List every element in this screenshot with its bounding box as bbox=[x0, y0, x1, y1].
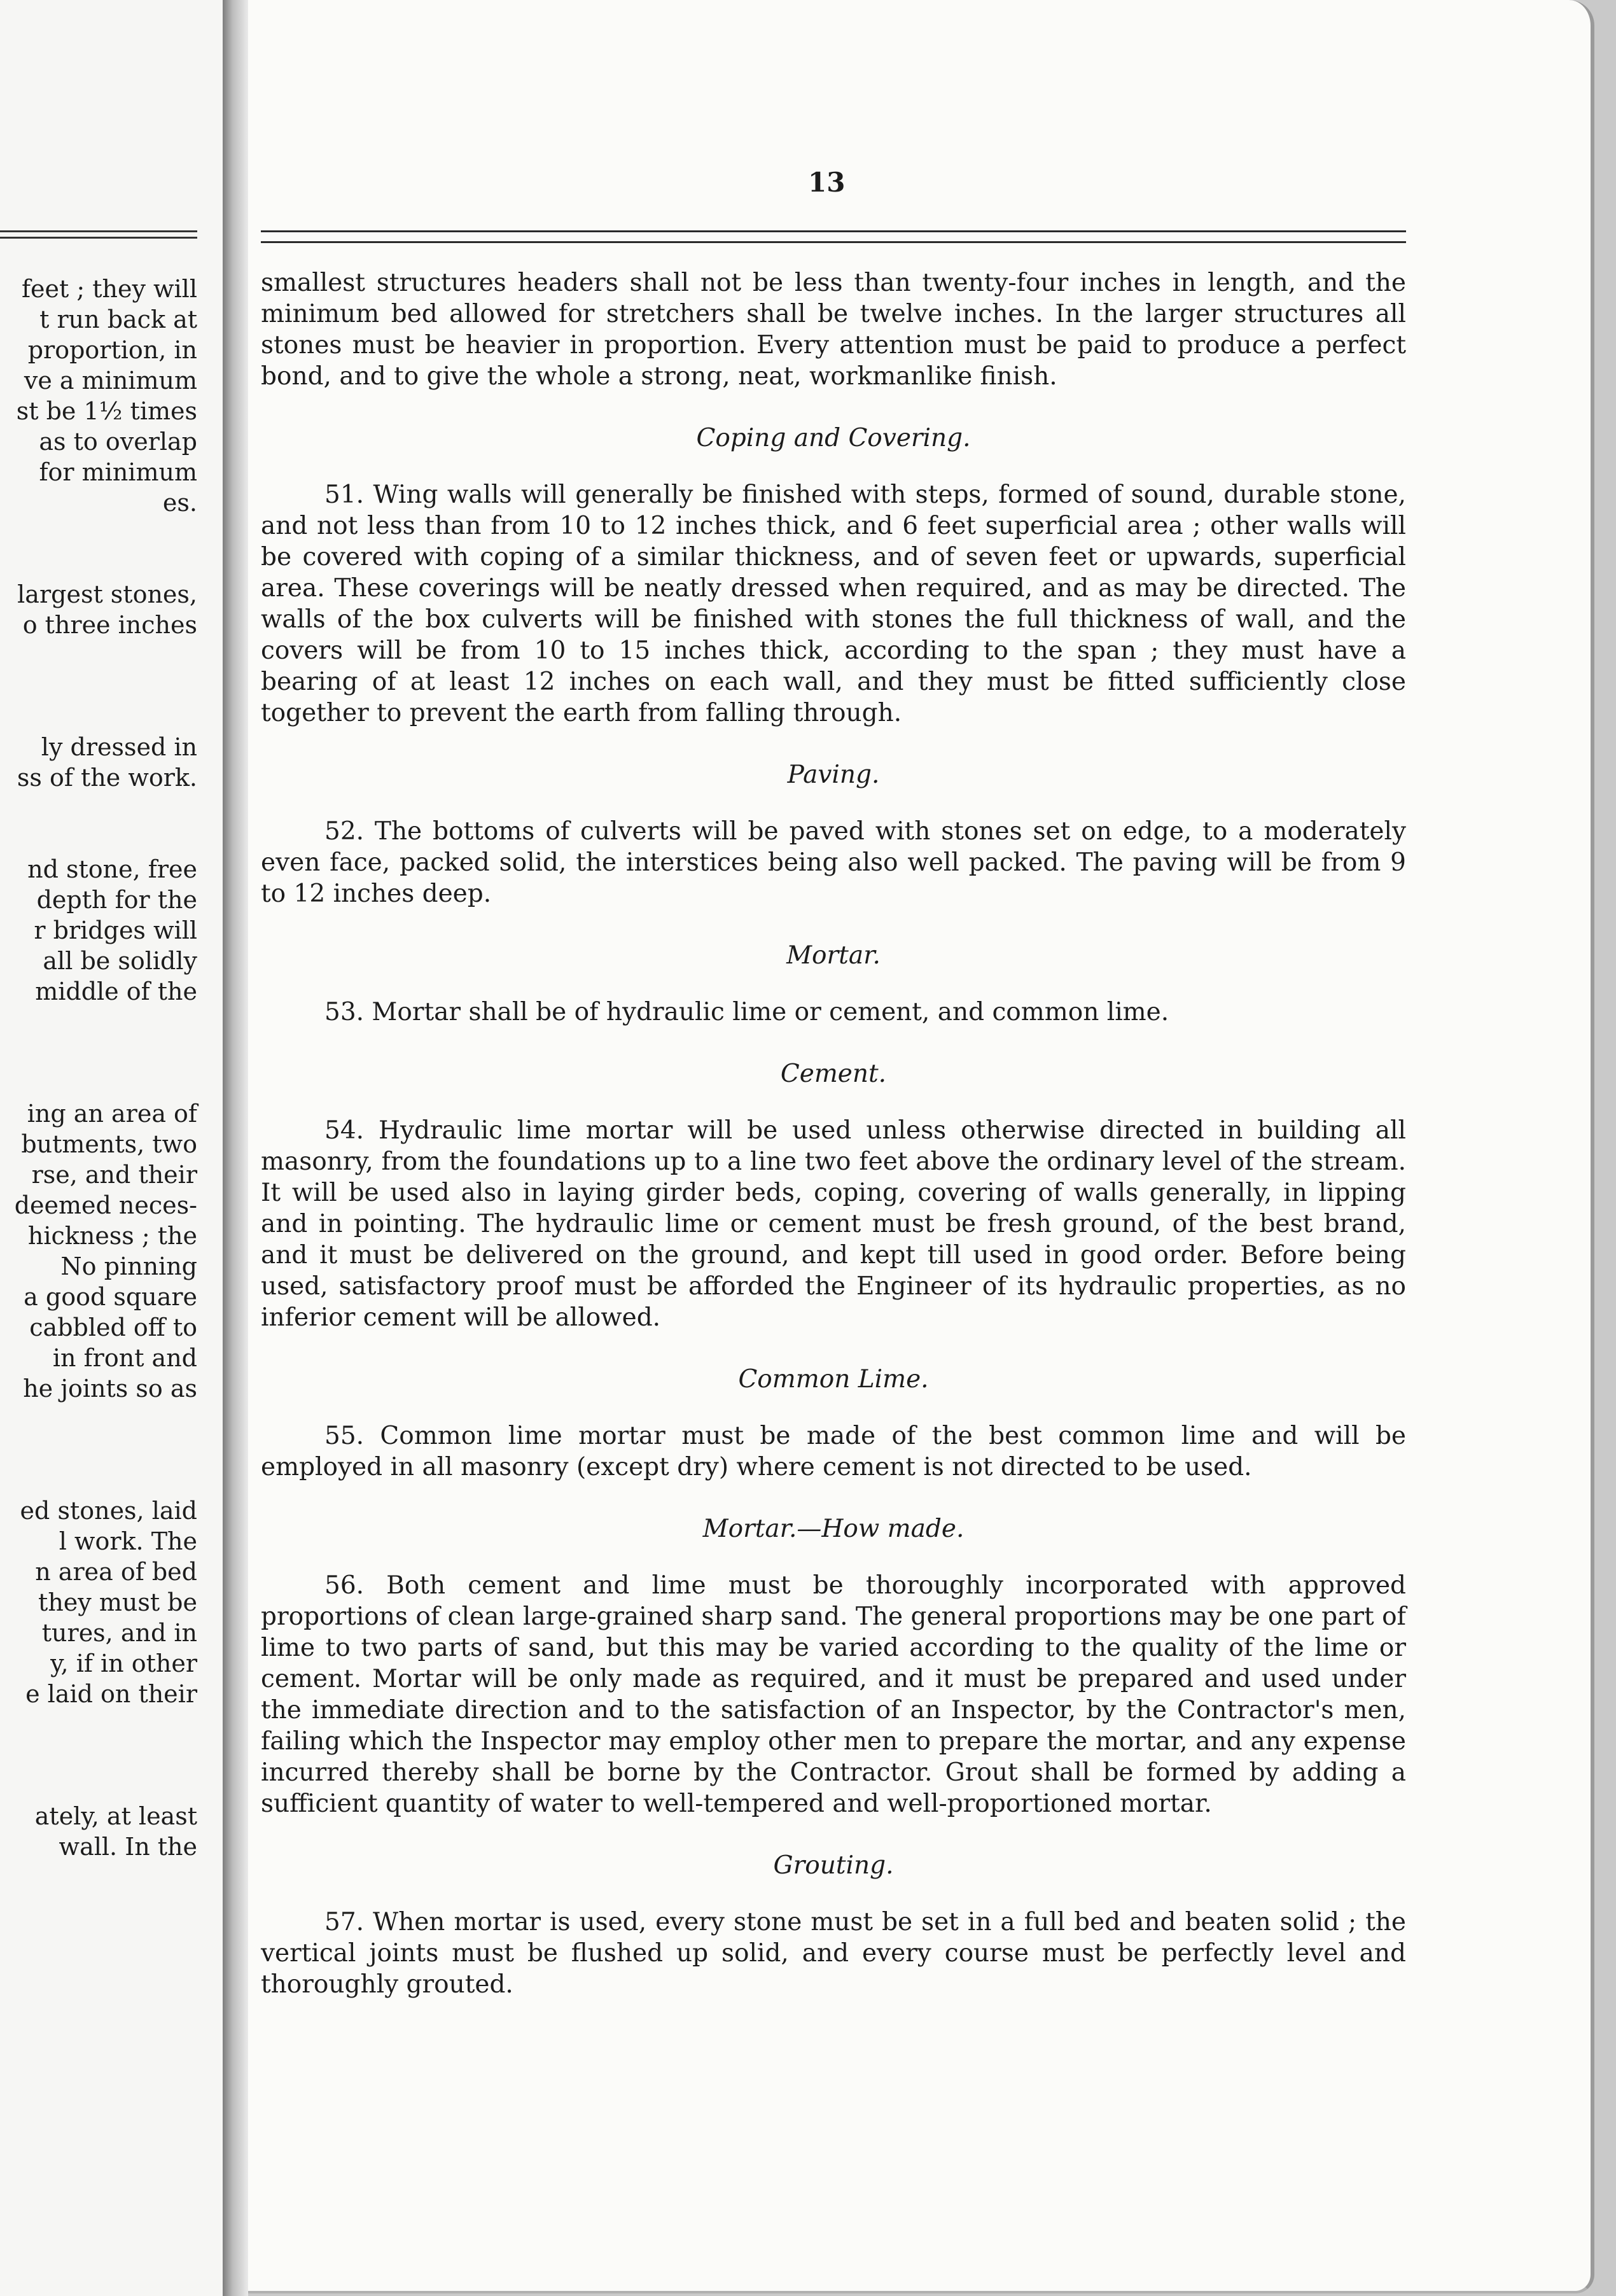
left-fragment-line: l work. The bbox=[59, 1527, 197, 1555]
paragraph-57: 57. When mortar is used, every stone must be set in a full bed and beaten solid ; the vertical joints must be flushed up solid, and every course must be perfectly level and thoroughly grouted. bbox=[261, 1908, 1406, 1999]
left-fragment-line: wall. In the bbox=[59, 1833, 197, 1861]
left-fragment-line: nd stone, free bbox=[27, 855, 197, 883]
left-fragment-line: proportion, in bbox=[27, 336, 197, 364]
left-fragment-line: he joints so as bbox=[23, 1375, 197, 1403]
left-fragment-line: e laid on their bbox=[25, 1680, 197, 1708]
section-heading: Grouting. bbox=[773, 1851, 894, 1880]
left-fragment-line: ly dressed in bbox=[41, 733, 197, 761]
left-fragment-line: ing an area of bbox=[27, 1100, 197, 1128]
page-body bbox=[261, 267, 1406, 2000]
left-fragment-line: tures, and in bbox=[41, 1619, 197, 1647]
left-fragment-line: a good square bbox=[24, 1283, 197, 1311]
section-heading: Common Lime. bbox=[738, 1365, 929, 1394]
left-fragment-line: t run back at bbox=[39, 305, 197, 333]
left-fragment-line: hickness ; the bbox=[27, 1222, 197, 1250]
left-fragment-line: in front and bbox=[52, 1344, 197, 1372]
section-heading: Mortar.—How made. bbox=[702, 1515, 965, 1543]
book-gutter bbox=[223, 0, 248, 2296]
left-fragment-line: n area of bed bbox=[35, 1558, 197, 1586]
left-fragment-line: as to overlap bbox=[39, 428, 197, 456]
left-fragment-line: o three inches bbox=[22, 611, 197, 639]
left-fragment-line: No pinning bbox=[60, 1252, 197, 1280]
left-fragment-line: all be solidly bbox=[43, 947, 197, 975]
paragraph-56: 56. Both cement and lime must be thoroughly incorporated with approved proportions of clean large-grained sharp sand. The general proportions may be one part of lime to two parts of sand, but this may be varied according to the quality of the lime or cement. Mortar will be only made as required, and it must be prepared and used under the immediate direction and to the satisfaction of an Inspector, by the Contractor's men, failing which the Inspector may employ other men to prepare the mortar, and any expense incurred thereby shall be borne by the Contractor. Grout shall be formed by adding a sufficient quantity of water to well-tempered and well-proportioned mortar. bbox=[261, 1571, 1406, 1818]
left-fragment-line: rse, and their bbox=[31, 1161, 197, 1189]
left-fragment-line: largest stones, bbox=[17, 580, 197, 608]
left-fragment-line: ed stones, laid bbox=[20, 1497, 197, 1525]
left-fragment-line: deemed neces- bbox=[14, 1191, 197, 1219]
left-fragment-line: butments, two bbox=[21, 1130, 197, 1158]
left-header-rule bbox=[0, 230, 197, 232]
left-fragment-line: feet ; they will bbox=[21, 275, 197, 303]
left-fragment-line: cabbled off to bbox=[29, 1313, 197, 1341]
left-fragment-line: ve a minimum bbox=[24, 367, 197, 395]
left-fragment-line: y, if in other bbox=[50, 1649, 197, 1677]
previous-page-fragment bbox=[0, 0, 223, 2296]
section-heading: Mortar. bbox=[786, 941, 881, 970]
left-fragment-line: r bridges will bbox=[34, 916, 197, 944]
left-fragment-line: depth for the bbox=[36, 886, 197, 914]
left-fragment-line: for minimum bbox=[39, 458, 197, 486]
section-heading: Paving. bbox=[787, 760, 880, 789]
header-double-rule bbox=[261, 230, 1406, 243]
left-fragment-line: they must be bbox=[38, 1588, 197, 1616]
page-number: 13 bbox=[808, 167, 846, 198]
paragraph-51: 51. Wing walls will generally be finished with steps, formed of sound, durable stone, and not less than from 10 to 12 inches thick, and 6 feet superficial area ; other walls will be covered with coping of a similar thickness, and of seven feet or upwards, superficial area. These coverings will be neatly dressed when required, and as may be directed. The walls of the box culverts will be finished with stones the full thickness of wall, and the covers will be from 10 to 15 inches thick, according to the span ; they must have a bearing of at least 12 inches on each wall, and they must be fitted sufficiently close together to prevent the earth from falling through. bbox=[261, 480, 1406, 727]
left-fragment-line: st be 1½ times bbox=[16, 397, 197, 425]
paragraph-55: 55. Common lime mortar must be made of the best common lime and will be employed in all masonry (except dry) where cement is not directed to be used. bbox=[261, 1422, 1406, 1481]
left-fragment-line: ss of the work. bbox=[17, 764, 197, 792]
left-fragment-line: ately, at least bbox=[34, 1802, 197, 1830]
left-fragment-line: es. bbox=[162, 489, 197, 517]
paragraph-53: 53. Mortar shall be of hydraulic lime or cement, and common lime. bbox=[324, 998, 1169, 1026]
paragraph-52: 52. The bottoms of culverts will be paved with stones set on edge, to a moderately even face, packed solid, the interstices being also well packed. The paving will be from 9 to 12 inches deep. bbox=[261, 817, 1406, 908]
left-fragment-line: middle of the bbox=[35, 977, 197, 1005]
section-heading: Cement. bbox=[780, 1060, 887, 1088]
paragraph-54: 54. Hydraulic lime mortar will be used unless otherwise directed in building all masonry, from the foundations up to a line two feet above the ordinary level of the stream. It will be used also in laying girder beds, coping, covering of walls generally, in lipping and in pointing. The hydraulic lime or cement must be fresh ground, of the best brand, and it must be delivered on the ground, and kept till used in good order. Before being used, satisfactory proof must be afforded the Engineer of its hydraulic properties, as no inferior cement will be allowed. bbox=[261, 1116, 1406, 1332]
section-heading: Coping and Covering. bbox=[696, 424, 971, 452]
continued-paragraph: smallest structures headers shall not be less than twenty-four inches in length, and the minimum bed allowed for stretchers shall be twelve inches. In the larger structures all stones must be heavier in proportion. Every attention must be paid to produce a perfect bond, and to give the whole a strong, neat, workmanlike finish. bbox=[261, 269, 1406, 391]
left-header-rule-2 bbox=[0, 237, 197, 239]
